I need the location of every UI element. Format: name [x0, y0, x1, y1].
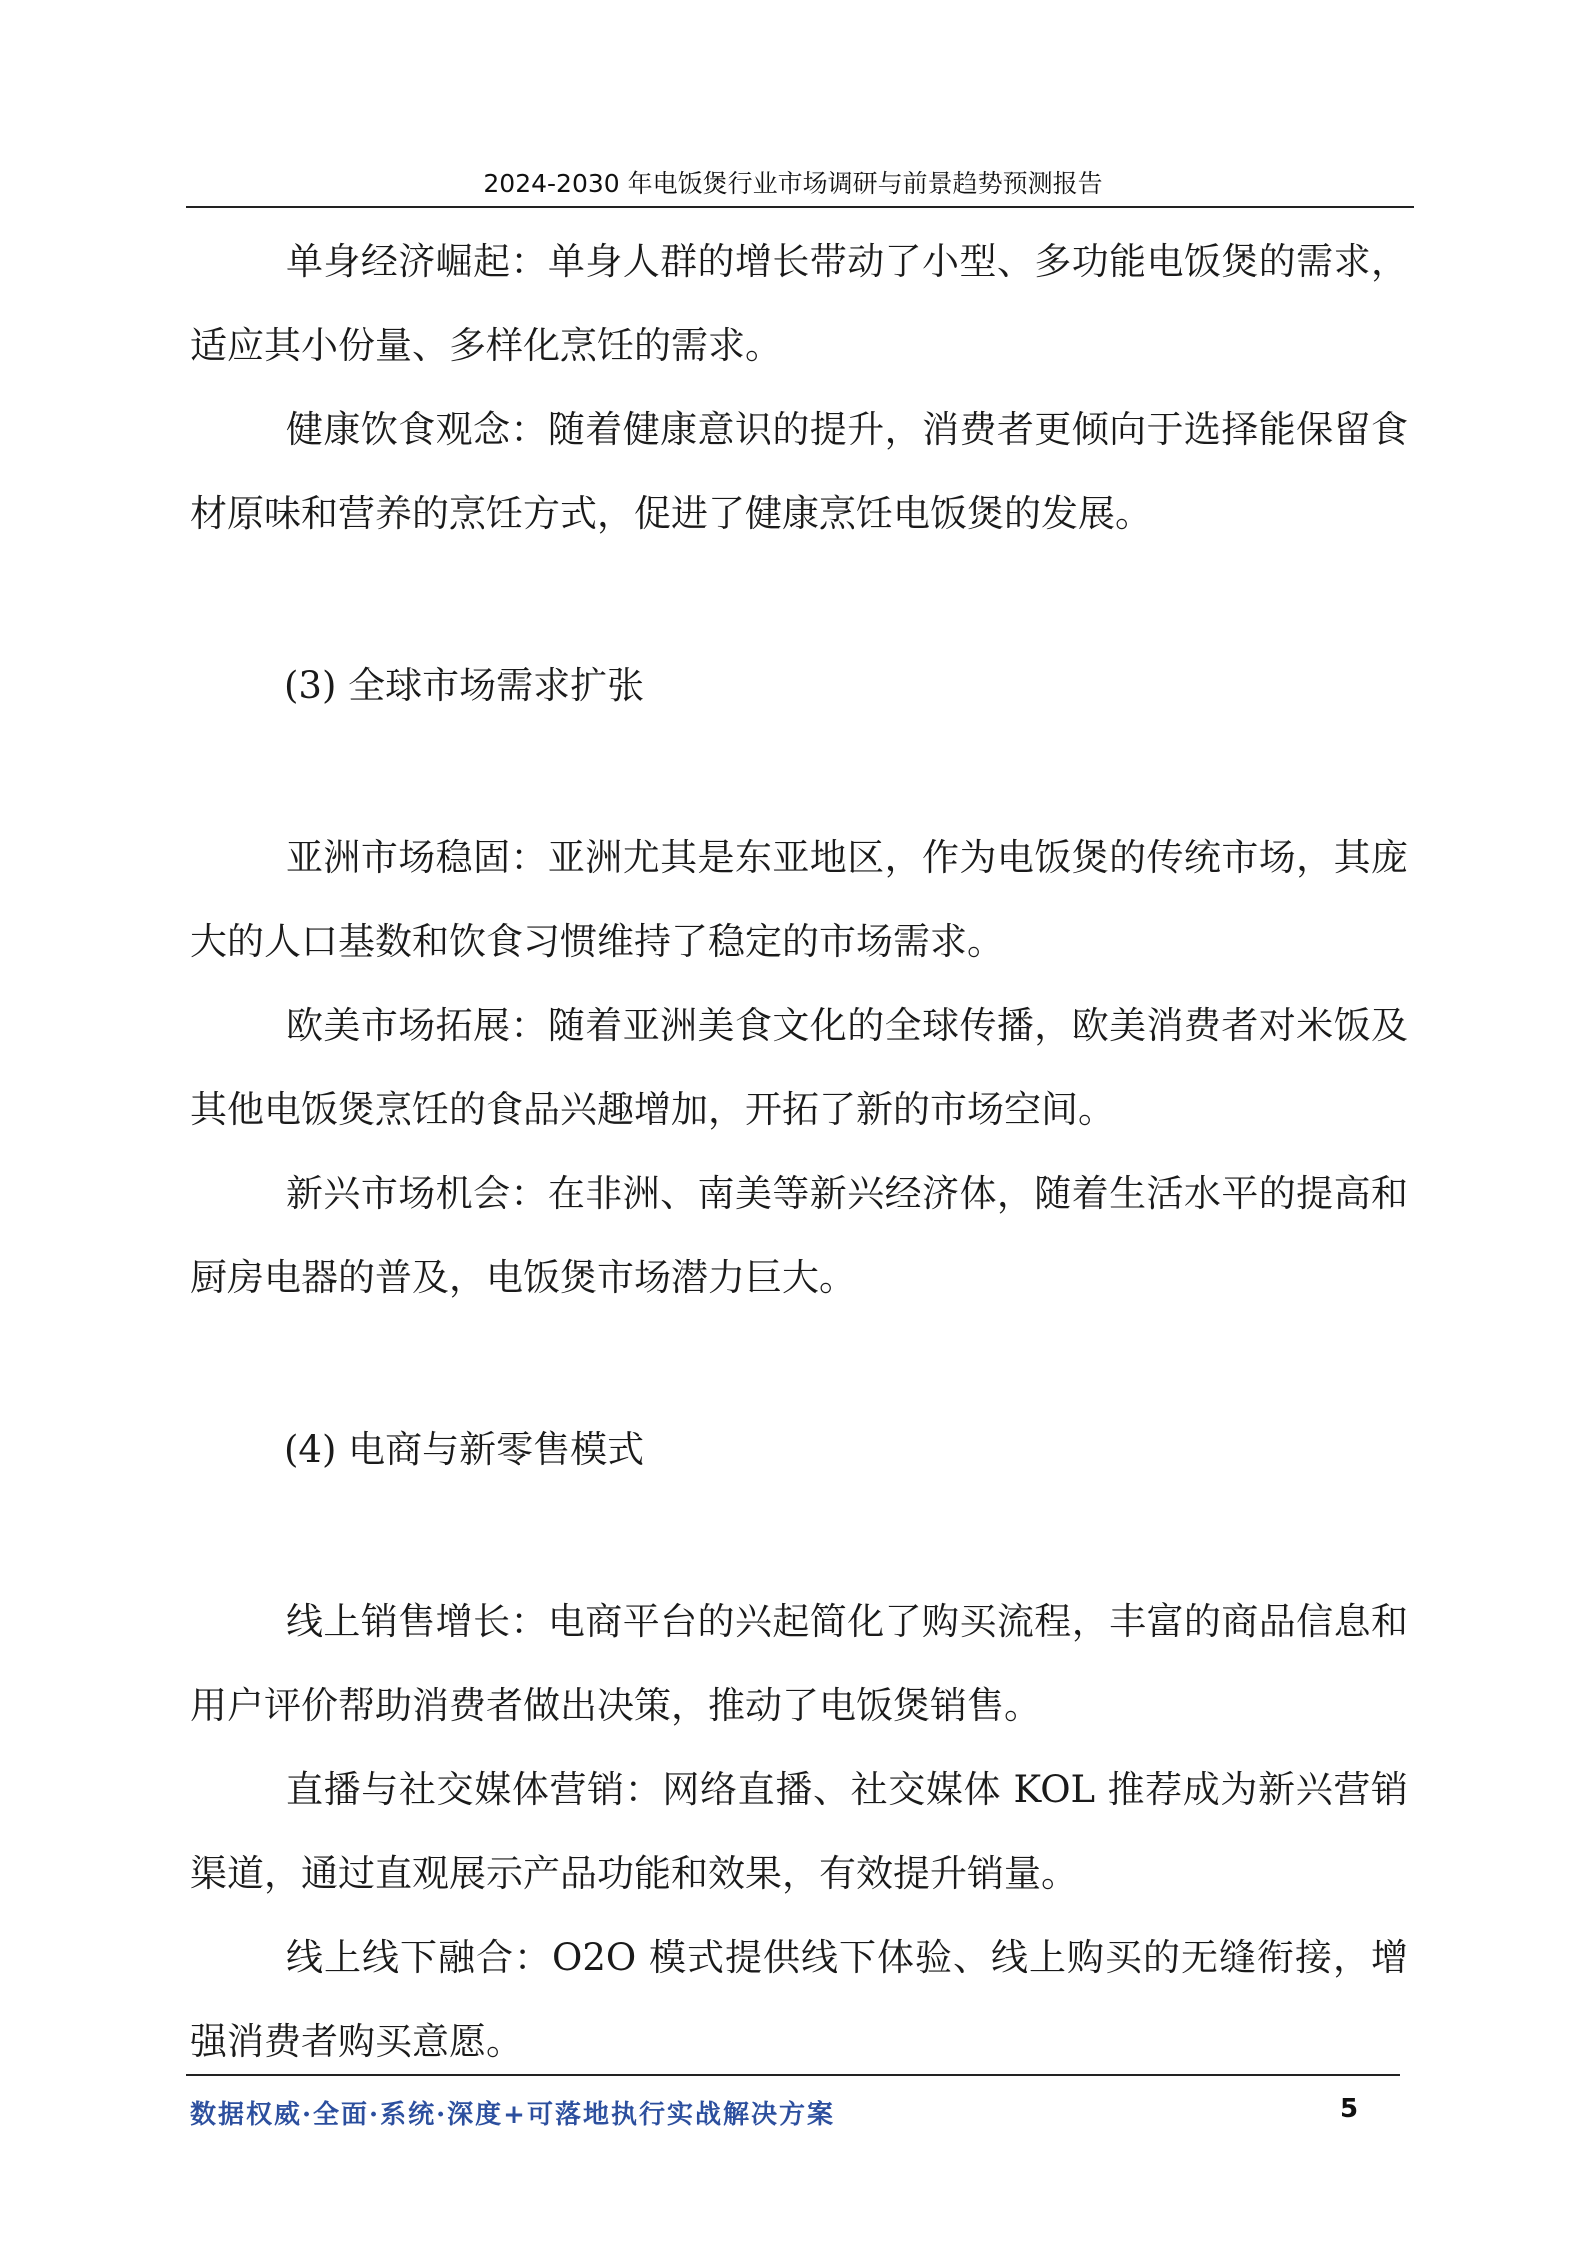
footer-slogan: 数据权威·全面·系统·深度+可落地执行实战解决方案: [190, 2100, 835, 2130]
paragraph-online-sales: 线上销售增长：电商平台的兴起简化了购买流程，丰富的商品信息和用户评价帮助消费者做出决策，推动了电饭煲销售。: [190, 1600, 1408, 1727]
page-body: [190, 220, 1408, 2084]
footer-divider: [186, 2074, 1400, 2076]
report-header-title: 2024-2030 年电饭煲行业市场调研与前景趋势预测报告: [483, 169, 1103, 198]
paragraph-europe-america-market: 欧美市场拓展：随着亚洲美食文化的全球传播，欧美消费者对米饭及其他电饭煲烹饪的食品兴趣增加，开拓了新的市场空间。: [190, 1004, 1408, 1131]
paragraph-single-economy: 单身经济崛起：单身人群的增长带动了小型、多功能电饭煲的需求，适应其小份量、多样化烹饪的需求。: [190, 240, 1408, 367]
paragraph-livestream-marketing: 直播与社交媒体营销：网络直播、社交媒体 KOL 推荐成为新兴营销渠道，通过直观展示产品功能和效果，有效提升销量。: [190, 1768, 1408, 1895]
section-heading-ecommerce: (4) 电商与新零售模式: [284, 1428, 645, 1471]
page-number: 5: [1340, 2094, 1359, 2124]
paragraph-asia-market: 亚洲市场稳固：亚洲尤其是东亚地区，作为电饭煲的传统市场，其庞大的人口基数和饮食习惯维持了稳定的市场需求。: [190, 836, 1408, 963]
header-divider: [186, 206, 1414, 208]
paragraph-healthy-diet: 健康饮食观念：随着健康意识的提升，消费者更倾向于选择能保留食材原味和营养的烹饪方式，促进了健康烹饪电饭煲的发展。: [190, 408, 1408, 535]
section-heading-global-demand: (3) 全球市场需求扩张: [284, 664, 645, 707]
paragraph-o2o: 线上线下融合：O2O 模式提供线下体验、线上购买的无缝衔接，增强消费者购买意愿。: [190, 1936, 1408, 2063]
paragraph-emerging-markets: 新兴市场机会：在非洲、南美等新兴经济体，随着生活水平的提高和厨房电器的普及，电饭煲市场潜力巨大。: [190, 1172, 1408, 1299]
